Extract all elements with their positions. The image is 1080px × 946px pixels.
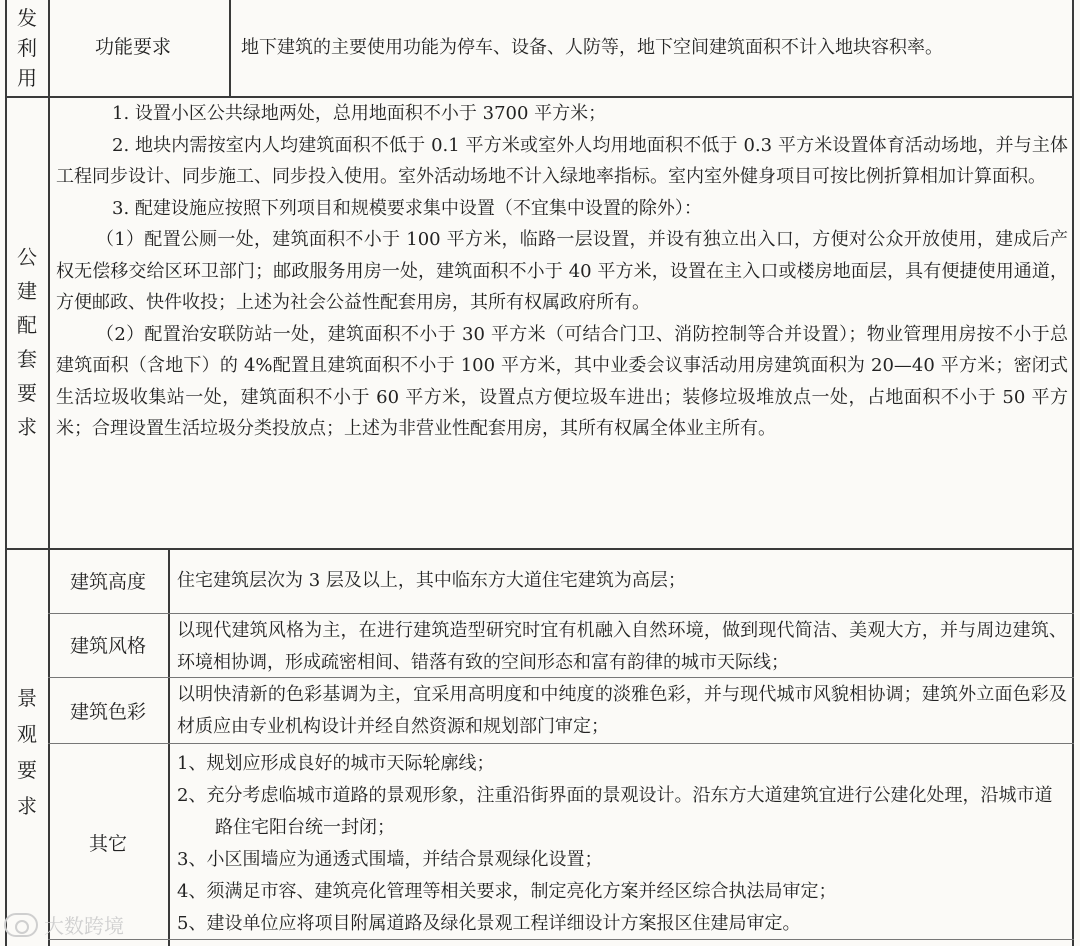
- header-char: 景: [17, 686, 37, 710]
- building-height-text: [177, 565, 1067, 597]
- development-header: [7, 3, 47, 93]
- other-item: 2、充分考虑临城市道路的景观形象，注重沿街界面的景观设计。沿东方大道建筑宜进行公建化处理，沿城市道路住宅阳台统一封闭；: [177, 785, 1053, 838]
- building-style-text: [177, 615, 1067, 679]
- header-char: 发: [17, 6, 37, 30]
- cell-line: 住宅建筑层次为 3 层及以上，其中临东方大道住宅建筑为高层；: [177, 570, 686, 591]
- other-item: 4、须满足市容、建筑亮化管理等相关要求，制定亮化方案并经区综合执法局审定；: [177, 881, 837, 902]
- label-column-divider-top: [229, 0, 231, 96]
- cell-line: 以现代建筑风格为主，在进行建筑造型研究时宜有机融入自然环境，做到现代简洁、美观大方，并与周边建筑、环境相协调，形成疏密相间、错落有致的空间形态和富有韵律的城市天际线；: [177, 620, 1067, 673]
- header-char: 建: [17, 279, 37, 303]
- building-color-text: [177, 679, 1067, 743]
- building-color-label: 建筑色彩: [69, 701, 146, 723]
- facilities-paragraph: 1. 设置小区公共绿地两处，总用地面积不小于 3700 平方米；: [112, 103, 607, 124]
- building-height-label: 建筑高度: [69, 571, 146, 593]
- function-label: 功能要求: [95, 36, 172, 58]
- header-column-divider: [48, 0, 50, 946]
- watermark: [4, 910, 124, 939]
- other-item: 5、建设单位应将项目附属道路及绿化景观工程详细设计方案报区住建局审定。: [177, 913, 801, 934]
- other-item: 3、小区围墙应为通透式围墙，并结合景观绿化设置；: [177, 849, 603, 870]
- facilities-text: [56, 98, 1068, 445]
- landscape-header: [7, 680, 47, 824]
- header-char: 观: [17, 722, 37, 746]
- facilities-paragraph: 3. 配建设施应按照下列项目和规模要求集中设置（不宜集中设置的除外）：: [112, 197, 702, 219]
- label-column-divider-bottom: [168, 550, 170, 946]
- other-item: 1、规划应形成良好的城市天际轮廓线；: [177, 753, 495, 774]
- other-label: 其它: [88, 833, 127, 855]
- header-char: 用: [17, 66, 37, 90]
- header-char: 要: [17, 758, 37, 782]
- cell-line: 以明快清新的色彩基调为主，宜采用高明度和中纯度的淡雅色彩，并与现代城市风貌相协调；建筑外立面色彩及材质应由专业机构设计并经自然资源和规划部门审定；: [177, 684, 1067, 737]
- other-text: [177, 748, 1067, 940]
- header-char: 要: [17, 381, 37, 405]
- header-char: 利: [17, 36, 37, 60]
- facilities-paragraph: 2. 地块内需按室内人均建筑面积不低于 0.1 平方米或室外人均用地面积不低于 0.3 平方米设置体育活动场地，并与主体工程同步设计、同步施工、同步投入使用。室外活动场地不计入绿地率指标。室内室外健身项目可按比例折算相加计算面积。: [56, 134, 1068, 187]
- facilities-header: [7, 240, 47, 444]
- row-divider-3: [48, 613, 1074, 614]
- header-char: 求: [17, 415, 37, 439]
- building-style-label: 建筑风格: [69, 635, 146, 657]
- facilities-paragraph: （2）配置治安联防站一处，建筑面积不小于 30 平方米（可结合门卫、消防控制等合并设置）；物业管理用房按不小于总建筑面积（含地下）的 4%配置且建筑面积不小于 100 平方米，其中业委会议事活动用房建筑面积为 20—40 平方米；密闭式生活垃圾收集站一处，建筑面积不小于 60 平方米，设置点方便垃圾车进出；装修垃圾堆放点一处，占地面积不小于 50 平方米；合理设置生活垃圾分类投放点；上述为非营业性配套用房，其所有权属全体业主所有。: [56, 323, 1068, 439]
- header-char: 求: [17, 794, 37, 818]
- watermark-text: 大数跨境: [44, 914, 124, 938]
- facilities-paragraph: （1）配置公厕一处，建筑面积不小于 100 平方米，临路一层设置，并设有独立出入口，方便对公众开放使用，建成后产权无偿移交给区环卫部门；邮政服务用房一处，建筑面积不小于 40 平方米，设置在主入口或楼房地面层，具有便捷使用通道，方便邮政、快件收投；上述为社会公益性配套用房，其所有权属政府所有。: [56, 229, 1068, 313]
- header-char: 配: [17, 313, 37, 337]
- function-text: 地下建筑的主要使用功能为停车、设备、人防等，地下空间建筑面积不计入地块容积率。: [241, 37, 943, 58]
- row-divider-5: [48, 743, 1074, 744]
- header-char: 公: [17, 245, 37, 269]
- table-border-right: [1072, 0, 1074, 946]
- watermark-logo-icon: [4, 913, 38, 937]
- header-char: 套: [17, 347, 37, 371]
- row-divider-2: [5, 548, 1074, 550]
